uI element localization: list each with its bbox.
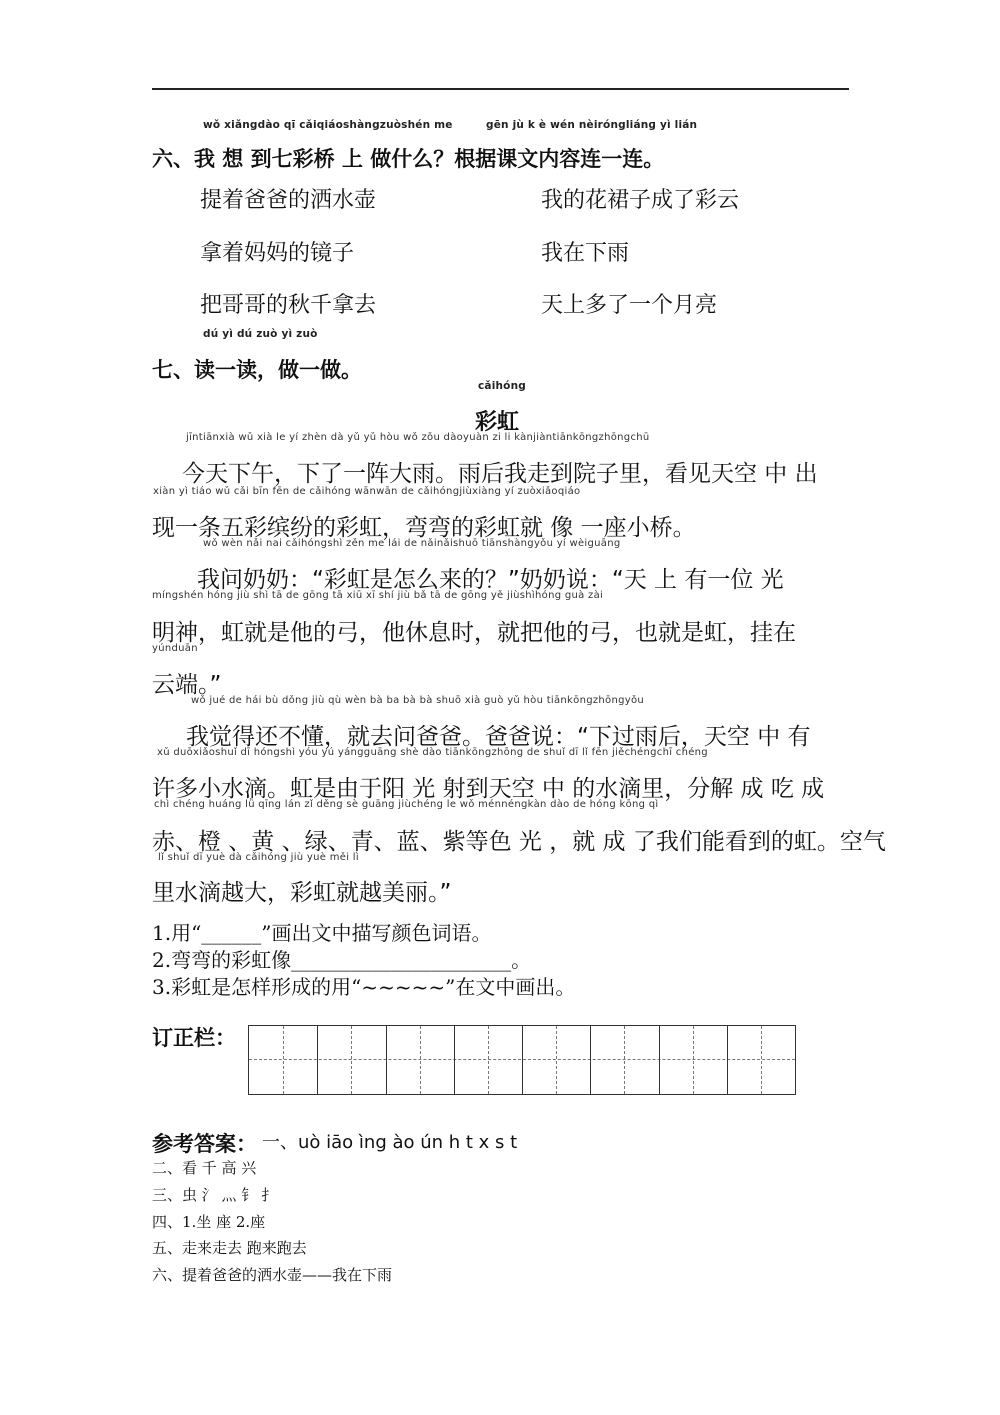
sec6-left-1: 提着爸爸的洒水壶 [200,188,377,213]
answer-3: 三、虫 氵 灬 钅 扌 [152,1186,277,1204]
grid-cell-centerline [488,1026,489,1094]
story-line-8: 赤、橙 、黄 、绿、青、蓝、紫等色 光 ，就 成 了我们能看到的虹。空气 [152,829,886,855]
sec7-pinyin: dú yì dú zuò yì zuò [203,328,318,340]
sec6-right-1: 我的花裙子成了彩云 [541,188,740,213]
story-line-9-pinyin: lǐ shuǐ dī yuè dà cǎihóng jiù yuè měi lì [158,852,359,863]
story-line-1: 今天下午，下了一阵大雨。雨后我走到院子里，看见天空 中 出 [182,461,818,487]
sec6-left-3: 把哥哥的秋千拿去 [200,293,377,318]
story-title-pinyin: cǎihóng [478,380,526,392]
top-rule [152,88,849,90]
sec6-left-2: 拿着妈妈的镜子 [200,241,355,266]
story-line-4-pinyin: míngshén hóng jiù shì tā de gōng tā xiū xī shí jiù bǎ tā de gōng yě jiùshìhóng guà zài [152,590,604,601]
story-title: 彩虹 [475,410,520,435]
answer-4: 四、1.坐 座 2.座 [152,1213,266,1231]
correction-label: 订正栏： [152,1026,236,1050]
story-line-3-pinyin: wǒ wèn nǎi nai cǎihóngshì zěn me lái de nǎinǎishuō tiānshàngyǒu yí wèiguāng [203,538,621,549]
story-line-3: 我问奶奶：“彩虹是怎么来的？”奶奶说：“天 上 有一位 光 [197,567,784,593]
grid-cell-border [727,1026,728,1094]
sec6-right-3: 天上多了一个月亮 [541,293,718,318]
grid-cell-border [522,1026,523,1094]
grid-cell-border [659,1026,660,1094]
grid-cell-border [317,1026,318,1094]
sec6-title: 六、我 想 到七彩桥 上 做什么？根据课文内容连一连。 [152,147,665,171]
grid-cell-border [590,1026,591,1094]
story-line-4: 明神，虹就是他的弓，他休息时，就把他的弓，也就是虹，挂在 [152,620,796,646]
grid-cell-centerline [283,1026,284,1094]
story-line-5-pinyin: yúnduān [152,643,198,654]
grid-cell-centerline [761,1026,762,1094]
answer-6: 六、提着爸爸的洒水壶——我在下雨 [152,1266,393,1284]
sec7-title: 七、读一读，做一做。 [152,358,362,382]
grid-cell-border [454,1026,455,1094]
story-line-6-pinyin: wǒ jué de hái bù dǒng jiù qù wèn bà ba bà bà shuō xià guò yǔ hòu tiānkōngzhōngyǒu [191,695,645,706]
grid-cell-centerline [693,1026,694,1094]
answers-label: 参考答案： [152,1132,257,1156]
question-3: 3.彩虹是怎样形成的用“~~~~~”在文中画出。 [152,975,576,999]
story-line-2: 现一条五彩缤纷的彩虹，弯弯的彩虹就 像 一座小桥。 [152,515,696,541]
grid-cell-border [386,1026,387,1094]
story-line-1-pinyin: jīntiānxià wǔ xià le yí zhèn dà yǔ yǔ hòu wǒ zǒu dàoyuàn zi li kànjiàntiānkōngzhōngchū [186,432,650,443]
sec6-right-2: 我在下雨 [541,241,630,266]
story-line-2-pinyin: xiàn yì tiáo wǔ cǎi bīn fēn de cǎihóng wānwān de cǎihóngjiùxiàng yí zuòxiǎoqiáo [153,486,581,497]
sec6-pinyin-right: gēn jù k è wén nèiróngliánɡ yì lián [486,119,698,131]
story-line-7: 许多小水滴。虹是由于阳 光 射到天空 中 的水滴里，分解 成 吃 成 [152,776,825,802]
answers-line-1: 一、uò iāo ìng ào ún h t x s t [262,1132,518,1153]
correction-grid[interactable] [248,1025,796,1095]
story-line-7-pinyin: xǔ duōxiǎoshuǐ dī hóngshì yóu yú yángguāng shè dào tiānkōngzhōng de shuǐ dī lǐ fēn jiěchéngchī chéng [157,747,708,758]
grid-cell-centerline [351,1026,352,1094]
story-line-9: 里水滴越大，彩虹就越美丽。” [152,880,452,906]
answer-2: 二、看 千 高 兴 [152,1159,257,1177]
story-line-6: 我觉得还不懂，就去问爸爸。爸爸说：“下过雨后，天空 中 有 [186,724,811,750]
answer-5: 五、走来走去 跑来跑去 [152,1239,307,1257]
sec6-pinyin-left: wǒ xiǎngdào qī cǎiqiáoshàngzuòshén me [203,119,453,131]
story-line-5: 云端。” [152,672,222,698]
grid-cell-centerline [420,1026,421,1094]
grid-cell-centerline [556,1026,557,1094]
question-2: 2.弯弯的彩虹像______________________。 [152,948,532,972]
grid-cell-centerline [624,1026,625,1094]
question-1: 1.用“______”画出文中描写颜色词语。 [152,921,492,945]
story-line-8-pinyin: chì chéng huáng lǜ qīng lán zǐ děng sè guāng jiùchéng le wǒ ménnéngkàn dào de hóng kōng qì [154,799,659,810]
